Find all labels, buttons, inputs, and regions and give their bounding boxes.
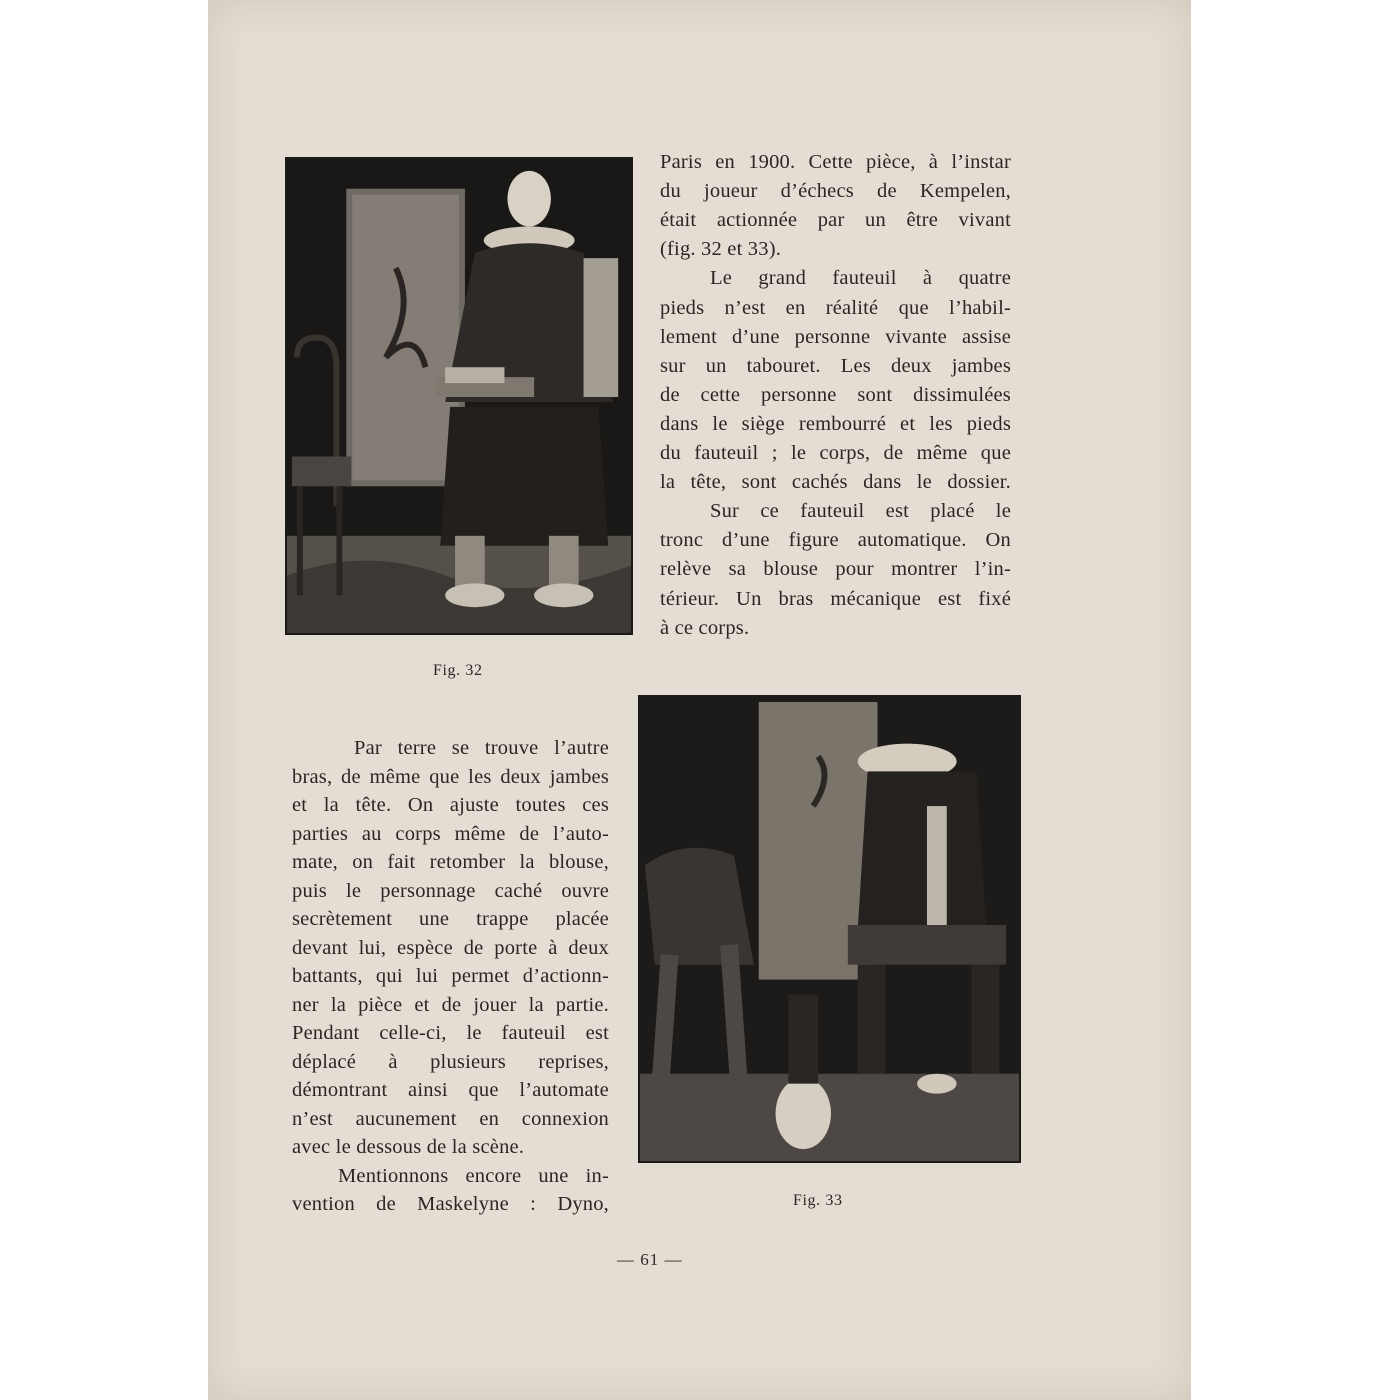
text-line: à ce corps. bbox=[660, 616, 750, 639]
text-line: secrètement une trappe placée bbox=[292, 908, 609, 930]
text-line: n’est aucunement en connexion bbox=[292, 1107, 609, 1130]
text-line: démontrant ainsi que l’automate bbox=[292, 1079, 609, 1101]
text-line: térieur. Un bras mécanique est fixé bbox=[660, 587, 1011, 610]
text-line: bras, de même que les deux jambes bbox=[292, 765, 609, 788]
text-line: battants, qui lui permet d’actionn- bbox=[292, 965, 609, 987]
text-line: Pendant celle-ci, le fauteuil est bbox=[292, 1022, 609, 1044]
text-line: Mentionnons encore une in- bbox=[338, 1164, 609, 1187]
text-line: Paris en 1900. Cette pièce, à l’instar bbox=[660, 151, 1011, 173]
text-line: dans le siège rembourré et les pieds bbox=[660, 412, 1011, 435]
figure-32-caption: Fig. 32 bbox=[433, 662, 483, 679]
text-line: Le grand fauteuil à quatre bbox=[710, 267, 1011, 290]
text-line: du joueur d’échecs de Kempelen, bbox=[660, 180, 1011, 203]
text-line: la tête, sont cachés dans le dossier. bbox=[660, 471, 1011, 494]
text-line: relève sa blouse pour montrer l’in- bbox=[660, 558, 1011, 581]
text-line: Par terre se trouve l’autre bbox=[354, 737, 609, 759]
text-line: déplacé à plusieurs reprises, bbox=[292, 1050, 609, 1073]
clown-automaton-photo bbox=[287, 159, 631, 633]
page-number: — 61 — bbox=[617, 1250, 683, 1269]
text-line: était actionnée par un être vivant bbox=[660, 209, 1011, 232]
text-line: avec le dessous de la scène. bbox=[292, 1136, 525, 1158]
figure-33-photo bbox=[638, 695, 1021, 1163]
text-line: tronc d’une figure automatique. On bbox=[660, 529, 1011, 552]
text-line: du fauteuil ; le corps, de même que bbox=[660, 442, 1011, 464]
figure-33-caption: Fig. 33 bbox=[793, 1192, 843, 1209]
text-line: sur un tabouret. Les deux jambes bbox=[660, 354, 1011, 377]
text-line: de cette personne sont dissimulées bbox=[660, 383, 1011, 406]
book-page bbox=[208, 0, 1191, 1400]
text-line: ner la pièce et de jouer la partie. bbox=[292, 993, 609, 1016]
text-line: pieds n’est en réalité que l’habil- bbox=[660, 296, 1011, 319]
dismantled-automaton-photo bbox=[640, 697, 1019, 1161]
text-line: devant lui, espèce de porte à deux bbox=[292, 936, 609, 959]
text-line: parties au corps même de l’auto- bbox=[292, 822, 609, 845]
figure-32-photo bbox=[285, 157, 633, 635]
text-line: mate, on fait retomber la blouse, bbox=[292, 851, 609, 873]
text-line: vention de Maskelyne : Dyno, bbox=[292, 1193, 609, 1215]
text-line: et la tête. On ajuste toutes ces bbox=[292, 794, 609, 816]
text-line: (fig. 32 et 33). bbox=[660, 238, 782, 261]
text-line: puis le personnage caché ouvre bbox=[292, 879, 609, 902]
text-line: Sur ce fauteuil est placé le bbox=[710, 500, 1011, 523]
text-line: lement d’une personne vivante assise bbox=[660, 325, 1011, 348]
